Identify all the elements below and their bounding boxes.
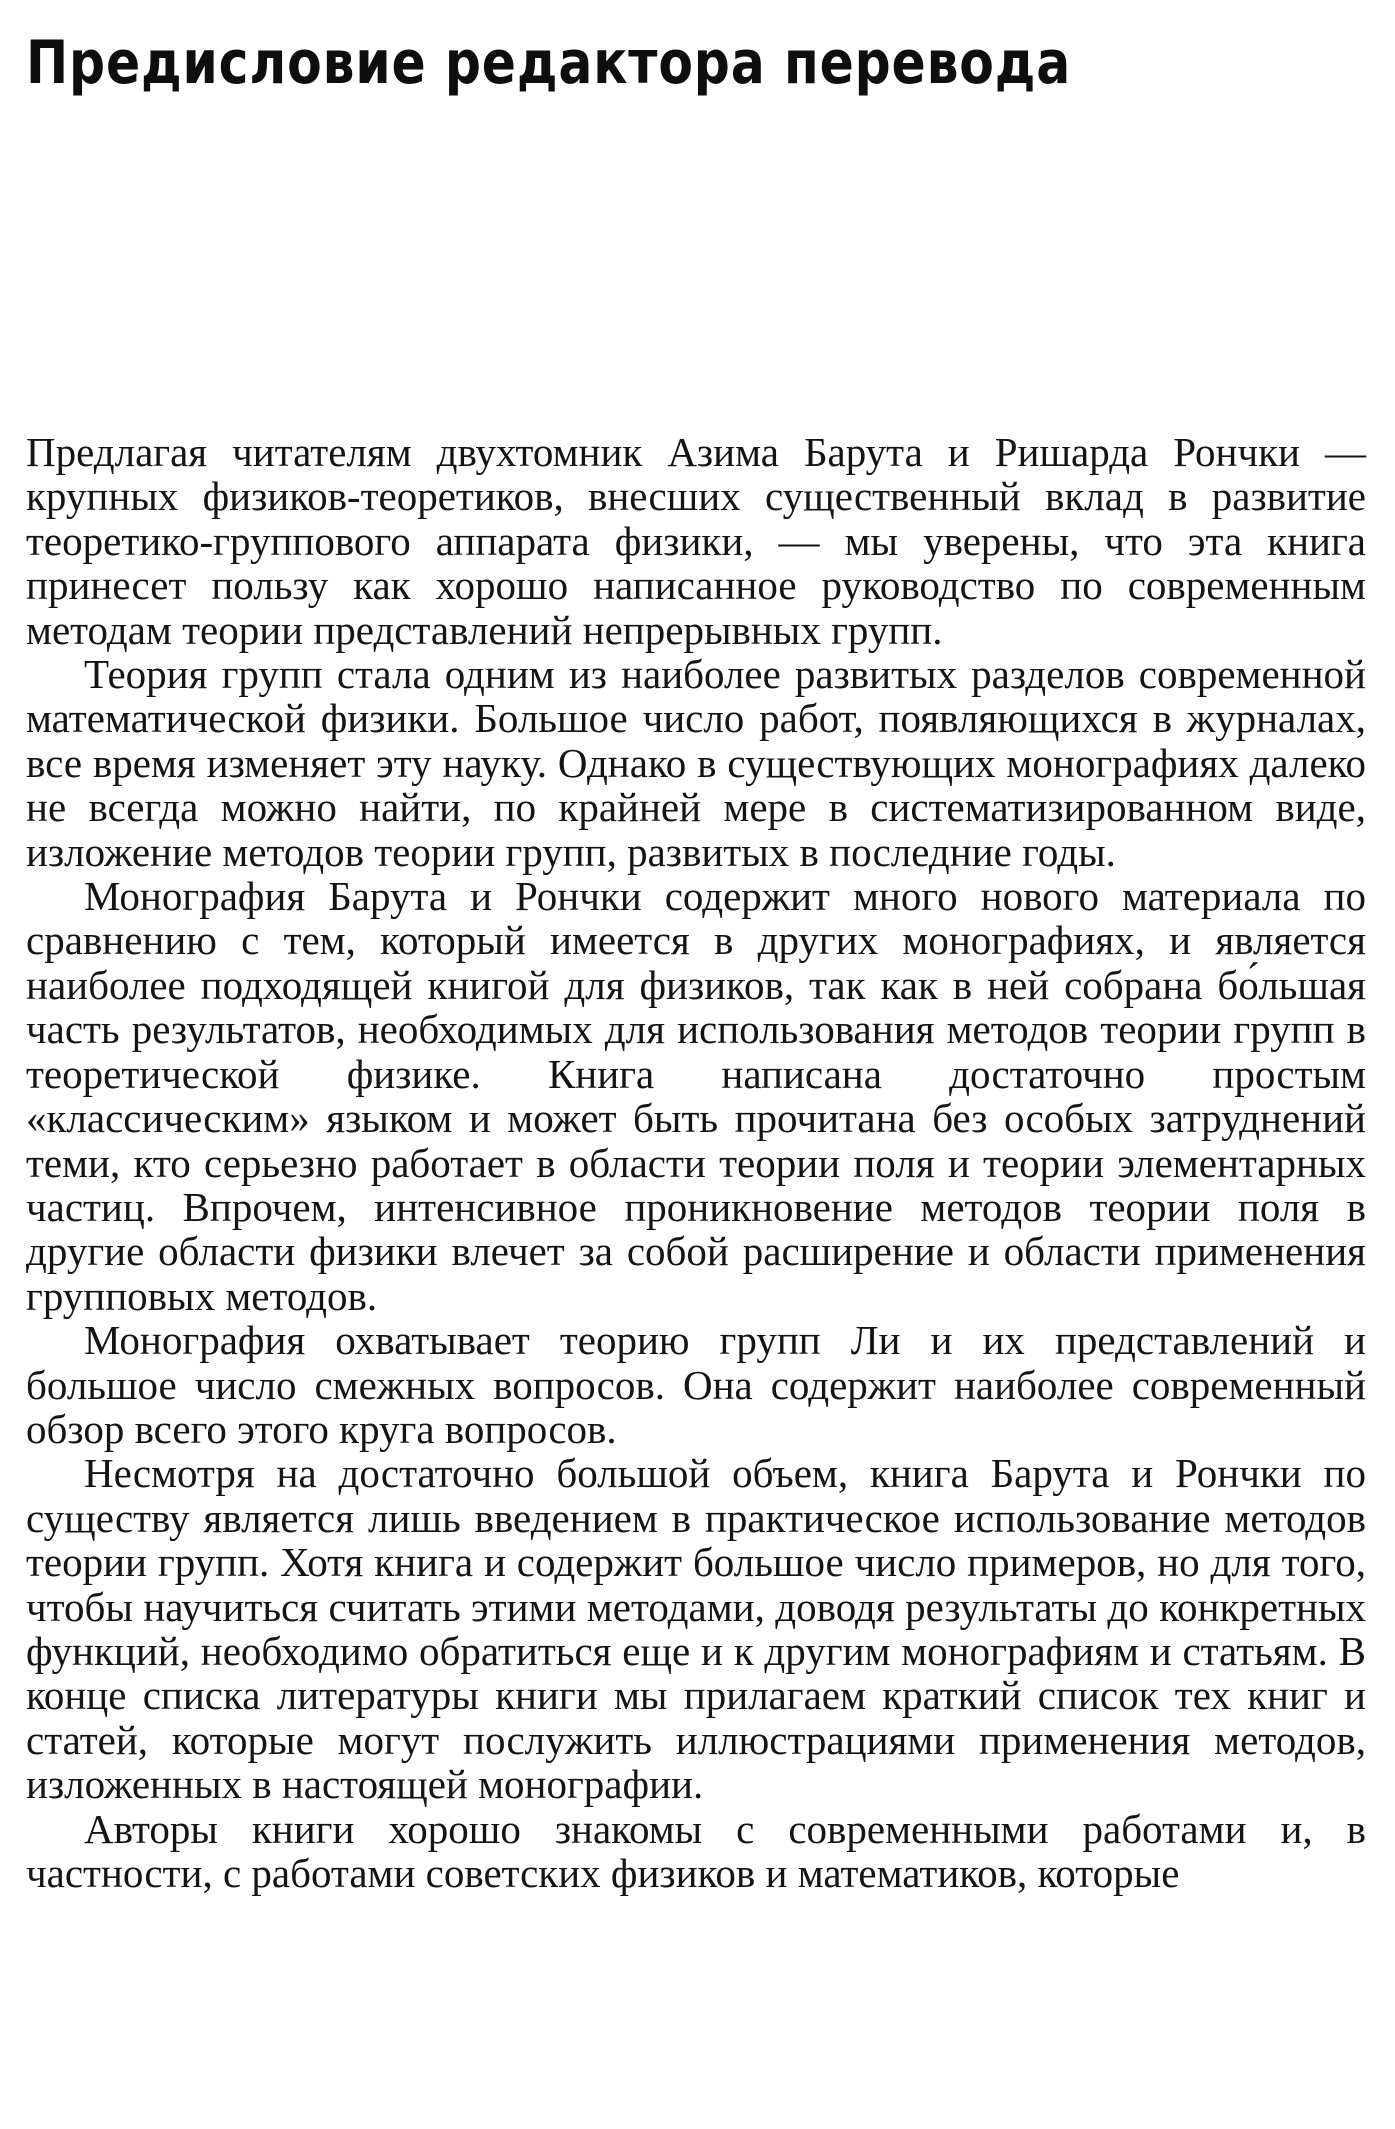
paragraph-2: Теория групп стала одним из наиболее развитых разделов современной математической физики. Большое число работ, появляющихся в журналах, все время изменяет эту науку. Однако в существующих монографиях далеко не всегда можно найти, по крайней мере в систематизированном виде, изложение методов теории групп, развитых в последние годы. bbox=[26, 651, 1366, 875]
paragraph-4: Монография охватывает теорию групп Ли и их представлений и большое число смежных вопросов. Она содержит наиболее современный обзор всего этого круга вопросов. bbox=[26, 1317, 1366, 1452]
paragraph-3: Монография Барута и Рончки содержит много нового материала по сравнению с тем, который имеется в других монографиях, и является наиболее подходящей книгой для физиков, так как в ней собрана бо́льшая часть результатов, необходимых для использования методов теории групп в теоретической физике. Книга написана достаточно простым «классическим» языком и может быть прочитана без особых затруднений теми, кто серьезно работает в области теории поля и теории элементарных частиц. Впрочем, интенсивное проникновение методов теории поля в другие области физики влечет за собой расширение и области применения групповых методов. bbox=[26, 873, 1366, 1319]
paragraph-1: Предлагая читателям двухтомник Азима Барута и Ришарда Рончки — крупных физиков-теоретиков, внесших существенный вклад в развитие теоретико-группового аппарата физики, — мы уверены, что эта книга принесет пользу как хорошо написанное руководство по современным методам теории представлений непрерывных групп. bbox=[26, 429, 1366, 653]
paragraph-6: Авторы книги хорошо знакомы с современными работами и, в частности, с работами советских физиков и математиков, которые bbox=[26, 1805, 1366, 1896]
body-text bbox=[26, 430, 1366, 1895]
document-page bbox=[26, 0, 1371, 2129]
chapter-title: Предисловие редактора перевода bbox=[26, 28, 1072, 98]
paragraph-5: Несмотря на достаточно большой объем, книга Барута и Рончки по существу является лишь введением в практическое использование методов теории групп. Хотя книга и содержит большое число примеров, но для того, чтобы научиться считать этими методами, доводя результаты до конкретных функций, необходимо обратиться еще и к другим монографиям и статьям. В конце списка литературы книги мы прилагаем краткий список тех книг и статей, которые могут послужить иллюстрациями применения методов, изложенных в настоящей монографии. bbox=[26, 1450, 1366, 1808]
